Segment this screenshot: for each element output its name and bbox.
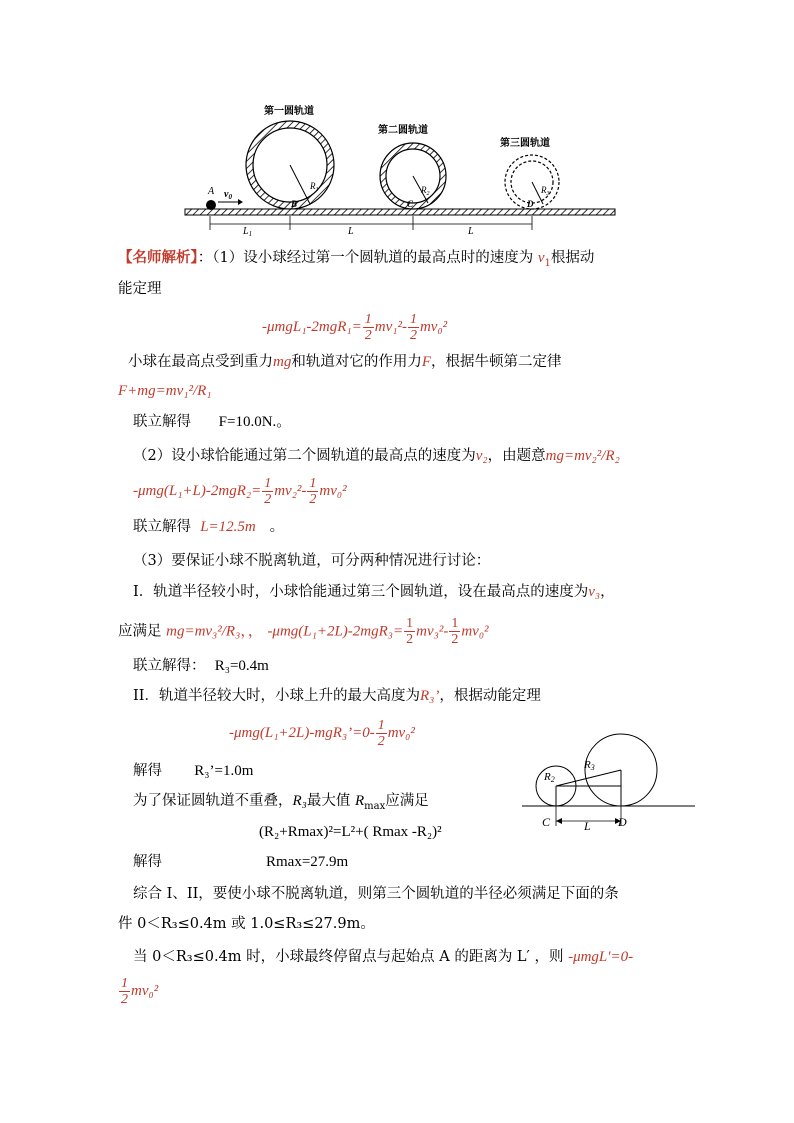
track2-label: 第二圆轨道	[378, 125, 428, 136]
analysis-line-1: 【名师解析】：（1）设小球经过第一个圆轨道的最高点时的速度为 $v_1$根据动	[118, 249, 595, 269]
paragraph-case1: I．轨道半径较小时，小球恰能通过第三个圆轨道，设在最高点的速度为v₃，	[133, 584, 615, 600]
equation-2: F+mg=mv₁²/R₁	[118, 383, 212, 399]
equation-4: -μmg(L₁+2L)-mgR₃’=0- $\frac{1}{2}$ mv₀²	[229, 718, 415, 749]
equation-5: (R₂+Rmax)²=L²+( Rmax -R₂)²	[259, 824, 442, 840]
summary-line-1: 综合 I、II，要使小球不脱离轨道，则第三个圆轨道的半径必须满足下面的条	[133, 886, 619, 902]
paragraph-part2: （2）设小球恰能通过第二个圆轨道的最高点的速度为v₂，由题意mg=mv₂²/R₂	[133, 448, 620, 464]
summary-line-2: 件 0＜R₃≤0.4m 或 1.0≤R₃≤27.9m。	[118, 916, 375, 932]
label-r2-small: R	[544, 771, 551, 783]
paragraph-gravity: 小球在最高点受到重力mg和轨道对它的作用力F，根据牛顿第二定律	[128, 354, 562, 370]
svg-text:R2: $R_2$	[421, 185, 430, 197]
label-d: D	[527, 199, 534, 209]
final-paragraph: 当 0＜R₃≤0.4m 时，小球最终停留点与起始点 A 的距离为 L′ ，则 -μmgL′=0-	[133, 949, 634, 965]
label-v0: v	[224, 189, 229, 200]
ball	[206, 200, 216, 210]
label-l1: L	[243, 226, 249, 237]
paragraph-case2: II．轨道半径较大时，小球上升的最大高度为R₃’，根据动能定理	[133, 688, 541, 704]
svg-text:R1: $R_1$	[310, 181, 319, 193]
label-b: B	[291, 199, 298, 209]
equation-3: -μmg(L₁+L)-2mgR₂= $\frac{1}{2}$ mv₂²- $\frac{1}{2}$ mv₀²	[133, 476, 347, 507]
center-connector	[556, 770, 621, 786]
result-l: 联立解得 L=12.5m 。	[133, 519, 285, 535]
equation-case1: 应满足 mg=mv₃²/R₃，， -μmg(L₁+2L)-2mgR₃= $\frac{1}{2}$ mv₃²- $\frac{1}{2}$ mv₀²	[118, 616, 489, 647]
svg-text:L1: $L_1$	[243, 226, 253, 238]
ground-track	[185, 209, 615, 215]
svg-text:R2: R2	[544, 771, 555, 784]
paragraph-rmax: 为了保证圆轨道不重叠，R₃最大值 $R_{max}$应满足	[133, 793, 429, 812]
result-r3: 联立解得： R₃=0.4m	[133, 658, 269, 674]
paragraph-part3: （3）要保证小球不脱离轨道，可分两种情况进行讨论：	[133, 553, 491, 569]
result-rmax: 解得 Rmax=27.9m	[133, 854, 349, 870]
svg-text:R3: R3	[584, 759, 595, 772]
result-f: 联立解得 F=10.0N.。	[133, 414, 292, 430]
track1-label: 第一圆轨道	[264, 106, 314, 117]
label-l-small: L	[584, 819, 591, 833]
label-r1: R	[310, 181, 316, 191]
label-c-small: C	[542, 815, 551, 829]
result-r3-prime: 解得 R₃’=1.0m	[133, 763, 254, 779]
label-a: A	[208, 186, 215, 197]
label-d-small: D	[618, 815, 627, 829]
equation-6: $\frac{1}{2}$ mv₀²	[121, 976, 159, 1007]
equation-1: -μmgL₁-2mgR₁= $\frac{1}{2}$ mv₁²- $\frac{1}{2}$ mv₀²	[262, 312, 448, 343]
svg-text:R3: $R_3$	[541, 185, 550, 197]
label-l: L	[348, 226, 354, 237]
overlap-diagram	[520, 728, 700, 838]
track3-label: 第三圆轨道	[500, 138, 550, 149]
label-c: C	[407, 199, 414, 209]
label-r3-small: R	[584, 759, 591, 771]
track-diagram	[180, 100, 620, 240]
label-r3: R	[541, 185, 547, 195]
analysis-line-1b: 能定理	[118, 281, 162, 297]
label-r2: R	[421, 185, 427, 195]
label-l-2: L	[468, 226, 474, 237]
analysis-heading: 【名师解析】	[118, 249, 198, 266]
svg-text:v0: $v_0$	[224, 189, 232, 201]
